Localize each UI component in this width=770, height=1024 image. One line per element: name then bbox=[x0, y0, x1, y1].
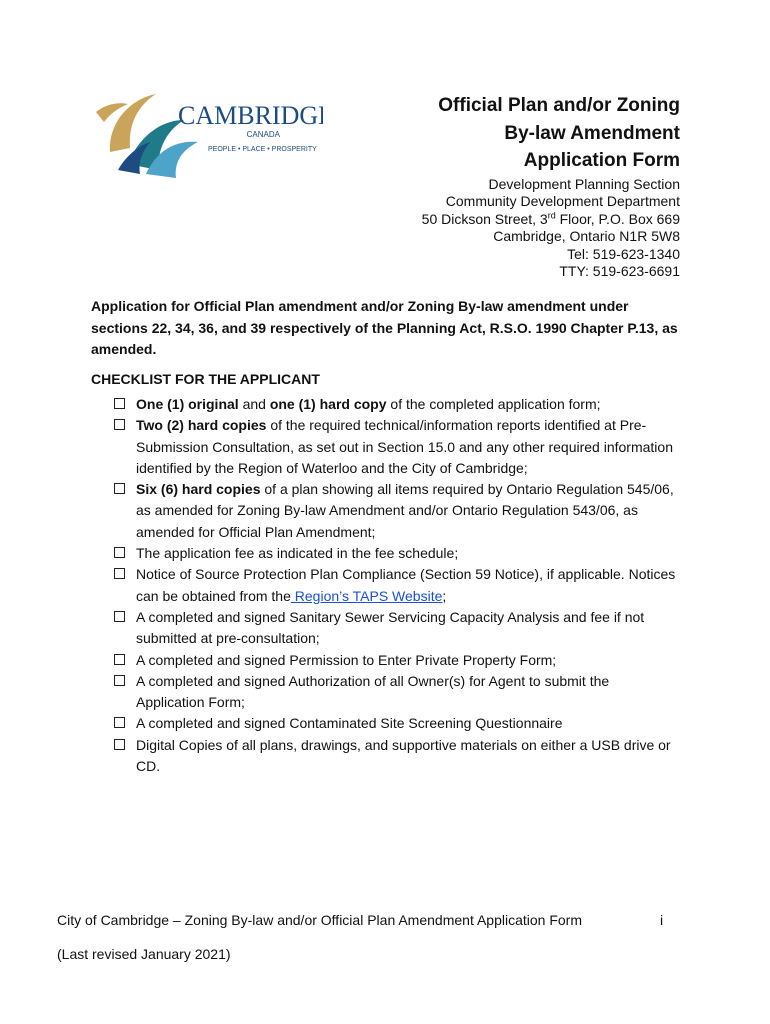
title-line: By-law Amendment bbox=[504, 122, 680, 144]
logo-tagline: PEOPLE • PLACE • PROSPERITY bbox=[208, 146, 317, 153]
checklist-item: A completed and signed Permission to Enter Private Property Form; bbox=[114, 650, 679, 671]
tty-line: TTY: 519-623-6691 bbox=[559, 263, 680, 280]
checkbox[interactable] bbox=[114, 547, 125, 558]
checklist-item: Digital Copies of all plans, drawings, and supportive materials on either a USB drive or CD. bbox=[114, 735, 679, 778]
checklist-item: Six (6) hard copies of a plan showing all items required by Ontario Regulation 545/06, as amended for Zoning By-law Amendment and/or Ontario Regulation 543/06, as amended for Official Plan Amendment; bbox=[114, 479, 679, 543]
logo-country: CANADA bbox=[246, 130, 280, 139]
title-line: Official Plan and/or Zoning bbox=[438, 95, 680, 116]
form-title bbox=[438, 92, 680, 175]
checkbox[interactable] bbox=[114, 483, 125, 494]
page-number: i bbox=[660, 912, 664, 928]
checklist-item: A completed and signed Contaminated Site Screening Questionnaire bbox=[114, 713, 679, 734]
checklist-item: One (1) original and one (1) hard copy of the completed application form; bbox=[114, 394, 679, 415]
cambridge-logo-mark-icon bbox=[88, 90, 323, 180]
revision-date: (Last revised January 2021) bbox=[57, 946, 231, 962]
checklist-item: Notice of Source Protection Plan Compliance (Section 59 Notice), if applicable. Notices can be obtained from the Region’s TAPS Website; bbox=[114, 564, 679, 607]
department-line: Development Planning Section bbox=[488, 176, 680, 192]
checkbox[interactable] bbox=[114, 717, 125, 728]
title-line: Application Form bbox=[523, 150, 680, 171]
checkbox[interactable] bbox=[114, 654, 125, 665]
tel-line: Tel: 519-623-1340 bbox=[567, 245, 680, 262]
office-address bbox=[422, 176, 680, 280]
checklist-heading: CHECKLIST FOR THE APPLICANT bbox=[91, 371, 320, 387]
checklist-item: Two (2) hard copies of the required technical/information reports identified at Pre-Submission Consultation, as set out in Section 15.0 and any other required information identified by the Region of Waterloo and the City of Cambridge; bbox=[114, 415, 679, 479]
checkbox[interactable] bbox=[114, 675, 125, 686]
cambridge-logo bbox=[88, 90, 323, 180]
checklist-item: The application fee as indicated in the fee schedule; bbox=[114, 543, 679, 564]
checkbox[interactable] bbox=[114, 611, 125, 622]
checkbox[interactable] bbox=[114, 568, 125, 579]
department-line-2: Community Development Department bbox=[445, 193, 680, 210]
checklist bbox=[114, 394, 679, 777]
taps-website-link[interactable]: Region’s TAPS Website bbox=[290, 587, 443, 604]
checkbox[interactable] bbox=[114, 739, 125, 750]
footer-title: City of Cambridge – Zoning By-law and/or Official Plan Amendment Application Form bbox=[57, 912, 582, 928]
street-line: 50 Dickson Street, 3rd Floor, P.O. Box 669 bbox=[421, 210, 680, 227]
checklist-item: A completed and signed Authorization of all Owner(s) for Agent to submit the Application Form; bbox=[114, 671, 679, 714]
intro-paragraph: Application for Official Plan amendment and/or Zoning By-law amendment under sections 22, 34, 36, and 39 respectively of the Planning Act, R.S.O. 1990 Chapter P.13, as amended. bbox=[91, 298, 678, 357]
city-line: Cambridge, Ontario N1R 5W8 bbox=[493, 228, 680, 245]
checklist-item: A completed and signed Sanitary Sewer Servicing Capacity Analysis and fee if not submitted at pre-consultation; bbox=[114, 607, 679, 650]
checkbox[interactable] bbox=[114, 398, 125, 409]
logo-wordmark: CAMBRIDGE bbox=[178, 101, 323, 130]
checkbox[interactable] bbox=[114, 419, 125, 430]
